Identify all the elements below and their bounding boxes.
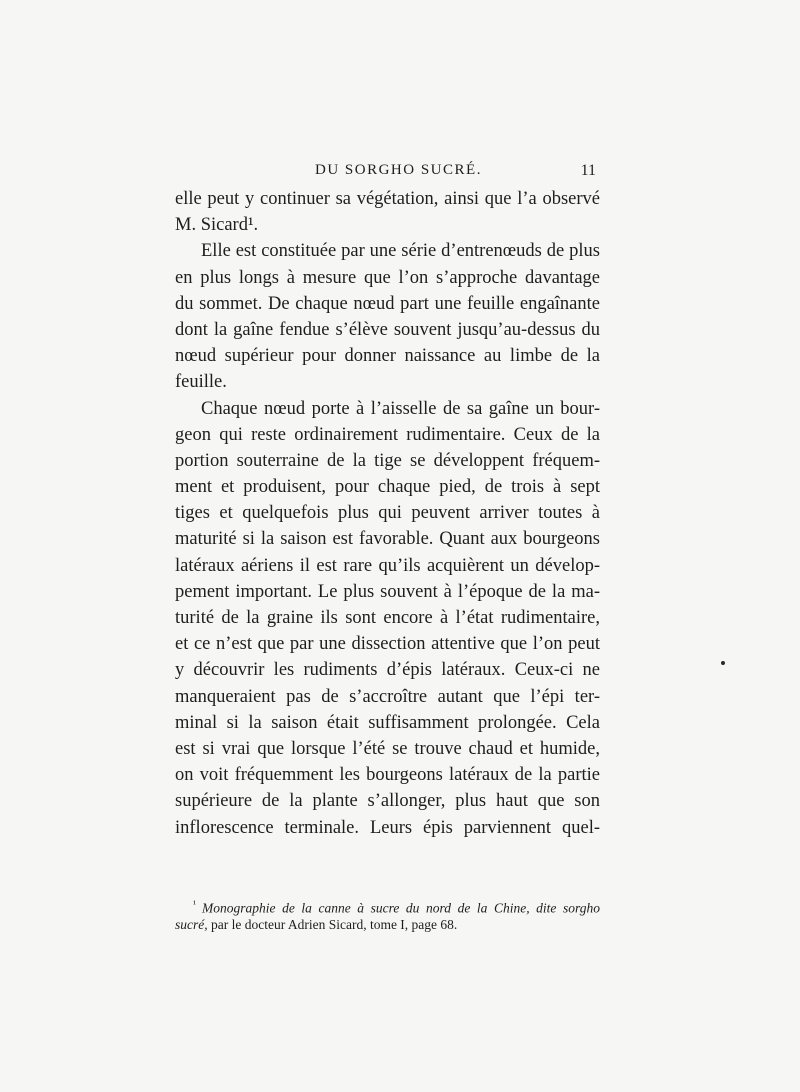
footnote-title-end: sucré, xyxy=(175,917,208,932)
running-head xyxy=(175,162,600,186)
text-line: geon qui reste ordinairement rudimentaire. Ceux de la xyxy=(175,424,600,445)
text-line: nœud supérieur pour donner naissance au limbe de la xyxy=(175,346,600,367)
text-line: on voit fréquemment les bourgeons latéraux de la partie xyxy=(175,765,600,786)
running-title: DU SORGHO SUCRÉ. xyxy=(315,162,482,178)
text-line: supérieure de la plante s’allonger, plus haut que son xyxy=(175,791,600,812)
text-line: pement important. Le plus souvent à l’époque de la ma- xyxy=(175,581,600,602)
text-line: portion souterraine de la tige se développent fréquem- xyxy=(175,450,600,471)
text-line: inflorescence terminale. Leurs épis parviennent quel- xyxy=(175,817,600,838)
text-line: maturité si la saison est favorable. Quant aux bourgeons xyxy=(175,529,600,550)
footnote-mark: ¹ xyxy=(193,899,196,910)
ink-speck xyxy=(721,661,725,665)
text-line: elle peut y continuer sa végétation, ainsi que l’a observé xyxy=(175,189,600,209)
text-line: latéraux aériens il est rare qu’ils acquièrent un dévelop- xyxy=(175,555,600,576)
footnote-line-1 xyxy=(175,895,600,915)
text-line: minal si la saison était suffisamment prolongée. Cela xyxy=(175,712,600,733)
text-line: dont la gaîne fendue s’élève souvent jusqu’au-dessus du xyxy=(175,319,600,340)
footnote-line-2 xyxy=(175,915,600,935)
text-line: manqueraient pas de s’accroître autant que l’épi ter- xyxy=(175,686,600,707)
text-line: M. Sicard¹. xyxy=(175,215,259,236)
text-line: turité de la graine ils sont encore à l’état rudimentaire, xyxy=(175,608,600,628)
footnote-citation: par le docteur Adrien Sicard, tome I, page 68. xyxy=(207,917,458,932)
page-number: 11 xyxy=(580,162,596,179)
text-line: du sommet. De chaque nœud part une feuille engaînante xyxy=(175,293,600,314)
footnote xyxy=(175,895,600,935)
text-line: tiges et quelquefois plus qui peuvent arriver toutes à xyxy=(175,503,600,524)
footnote-title: Monographie de la canne à sucre du nord de la Chine, dite sorgho xyxy=(202,900,600,916)
text-line: en plus longs à mesure que l’on s’approche davantage xyxy=(175,267,600,288)
text-line: et ce n’est que par une dissection attentive que l’on peut xyxy=(175,634,600,655)
text-line: Elle est constituée par une série d’entrenœuds de plus xyxy=(201,241,600,262)
text-line: y découvrir les rudiments d’épis latéraux. Ceux-ci ne xyxy=(175,660,600,681)
body-text xyxy=(175,186,600,841)
text-line: Chaque nœud porte à l’aisselle de sa gaîne un bour- xyxy=(201,398,600,419)
text-line: est si vrai que lorsque l’été se trouve chaud et humide, xyxy=(175,738,600,759)
text-line: feuille. xyxy=(175,372,227,393)
text-line: ment et produisent, pour chaque pied, de trois à sept xyxy=(175,477,600,498)
